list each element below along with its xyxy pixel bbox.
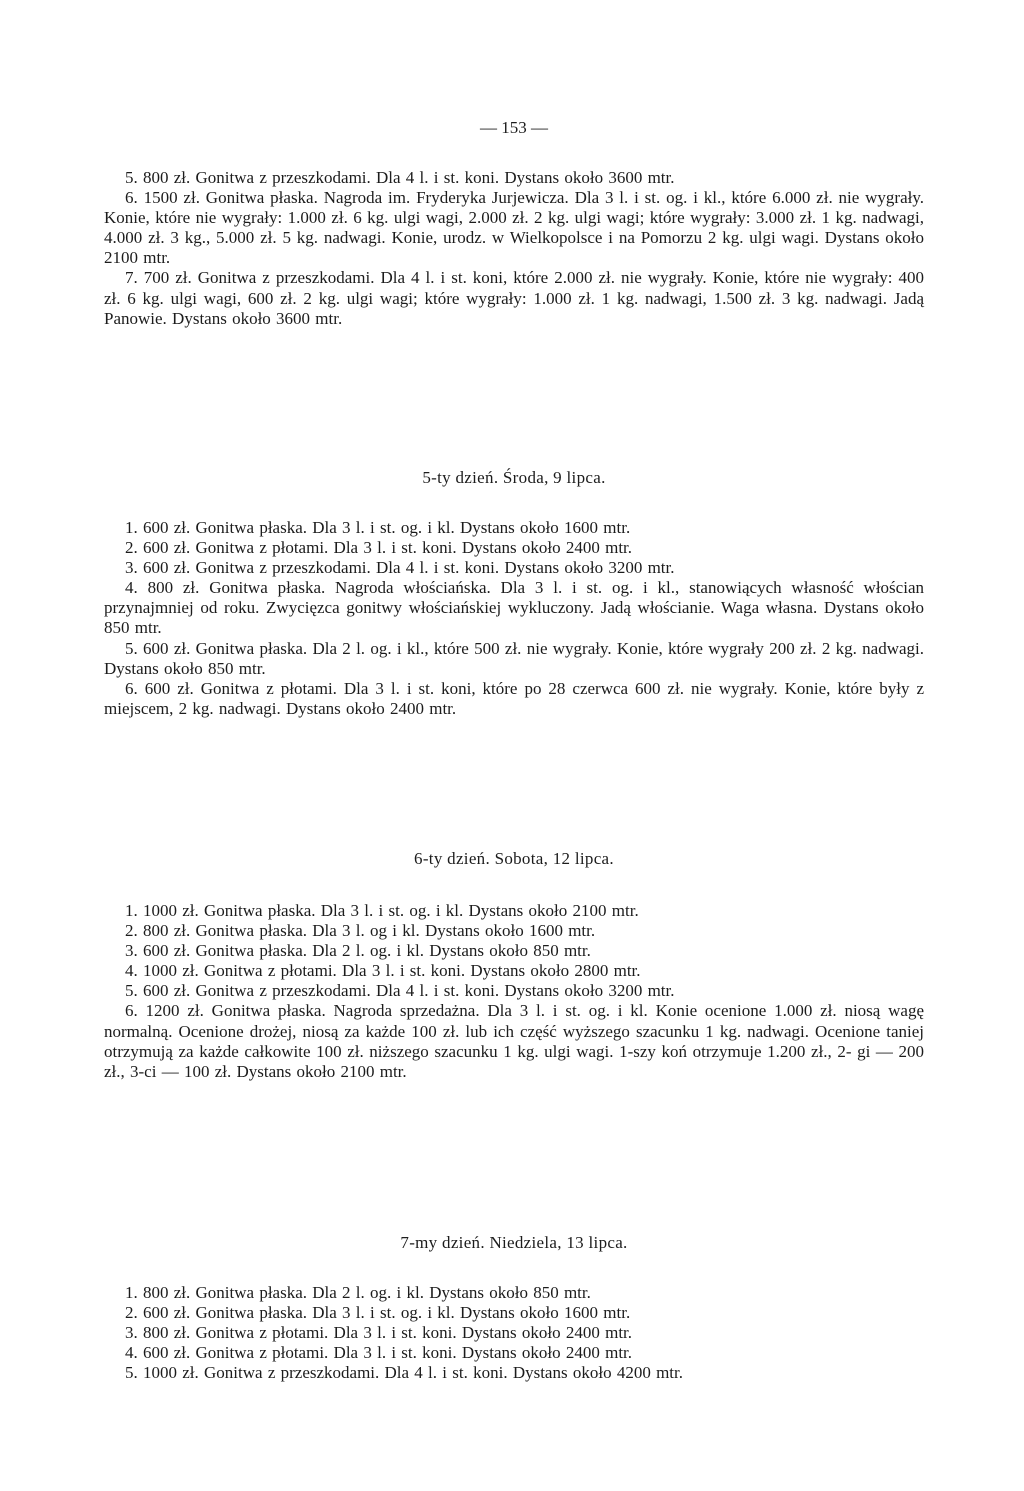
race-entry: 4. 1000 zł. Gonitwa z płotami. Dla 3 l. i st. koni. Dystans około 2800 mtr. (125, 961, 641, 981)
page-number: — 153 — (480, 118, 548, 137)
race-entry: 5. 1000 zł. Gonitwa z przeszkodami. Dla 4 l. i st. koni. Dystans około 4200 mtr. (125, 1363, 683, 1383)
race-entry: 6. 600 zł. Gonitwa z płotami. Dla 3 l. i st. koni, które po 28 czerwca 600 zł. nie wygrały. Konie, które były z miejscem, 2 kg. nadwagi. Dystans około 2400 mtr. (104, 678, 924, 718)
race-entry: 2. 800 zł. Gonitwa płaska. Dla 3 l. og i kl. Dystans około 1600 mtr. (125, 921, 596, 941)
race-entry: 2. 600 zł. Gonitwa płaska. Dla 3 l. i st. og. i kl. Dystans około 1600 mtr. (125, 1303, 631, 1323)
day-6-races (104, 901, 924, 1082)
race-entry: 6. 1200 zł. Gonitwa płaska. Nagroda sprzedażna. Dla 3 l. i st. og. i kl. Konie ocenione 1.000 zł. niosą wagę normalną. Ocenione drożej, niosą za każde 100 zł. lub ich część wyższego szacunku 1 kg. nadwagi. Ocenione taniej otrzymują za każde całkowite 100 zł. niższego szacunku 1 kg. ulgi wagi. 1-szy koń otrzymuje 1.200 zł., 2- gi — 200 zł., 3-ci — 100 zł. Dystans około 2100 mtr. (104, 1001, 924, 1081)
race-list-continued (104, 168, 924, 329)
race-entry: 5. 600 zł. Gonitwa z przeszkodami. Dla 4 l. i st. koni. Dystans około 3200 mtr. (125, 981, 675, 1001)
race-entry: 1. 1000 zł. Gonitwa płaska. Dla 3 l. i st. og. i kl. Dystans około 2100 mtr. (125, 901, 639, 920)
race-entry: 6. 1500 zł. Gonitwa płaska. Nagroda im. Fryderyka Jurjewicza. Dla 3 l. i st. og. i kl., które 6.000 zł. nie wygrały. Konie, które nie wygrały: 1.000 zł. 6 kg. ulgi wagi, 2.000 zł. 2 kg. ulgi wagi; które wygrały: 3.000 zł. 1 kg. nadwagi, 4.000 zł. 3 kg., 5.000 zł. 5 kg. nadwagi. Konie, urodz. w Wielkopolsce i na Pomorzu 2 kg. ulgi wagi. Dystans około 2100 mtr. (104, 188, 924, 268)
race-entry: 4. 800 zł. Gonitwa płaska. Nagroda włościańska. Dla 3 l. i st. og. i kl., stanowiących własność włościan przynajmniej od roku. Zwycięzca gonitwy włościańskiej wykluczony. Jadą włościanie. Waga własna. Dystans około 850 mtr. (104, 578, 924, 638)
race-entry: 2. 600 zł. Gonitwa z płotami. Dla 3 l. i st. koni. Dystans około 2400 mtr. (125, 538, 633, 558)
race-entry: 7. 700 zł. Gonitwa z przeszkodami. Dla 4 l. i st. koni, które 2.000 zł. nie wygrały. Konie, które nie wygrały: 400 zł. 6 kg. ulgi wagi, 600 zł. 2 kg. ulgi wagi; które wygrały: 1.000 zł. 1 kg. nadwagi, 1.500 zł. 3 kg. nadwagi. Jadą Panowie. Dystans około 3600 mtr. (104, 268, 924, 328)
race-entry: 3. 800 zł. Gonitwa z płotami. Dla 3 l. i st. koni. Dystans około 2400 mtr. (125, 1323, 633, 1343)
race-entry: 4. 600 zł. Gonitwa z płotami. Dla 3 l. i st. koni. Dystans około 2400 mtr. (125, 1343, 633, 1363)
day-5-heading: 5-ty dzień. Środa, 9 lipca. (422, 468, 606, 487)
race-entry: 1. 800 zł. Gonitwa płaska. Dla 2 l. og. i kl. Dystans około 850 mtr. (125, 1283, 591, 1302)
race-entry: 3. 600 zł. Gonitwa z przeszkodami. Dla 4 l. i st. koni. Dystans około 3200 mtr. (125, 558, 675, 578)
day-5-races (104, 518, 924, 719)
day-6-heading: 6-ty dzień. Sobota, 12 lipca. (414, 849, 614, 868)
race-entry: 5. 800 zł. Gonitwa z przeszkodami. Dla 4 l. i st. koni. Dystans około 3600 mtr. (125, 168, 675, 187)
race-entry: 5. 600 zł. Gonitwa płaska. Dla 2 l. og. i kl., które 500 zł. nie wygrały. Konie, które wygrały 200 zł. 2 kg. nadwagi. Dystans około 850 mtr. (104, 638, 924, 678)
race-entry: 3. 600 zł. Gonitwa płaska. Dla 2 l. og. i kl. Dystans około 850 mtr. (125, 941, 591, 961)
day-7-races (104, 1283, 924, 1383)
race-entry: 1. 600 zł. Gonitwa płaska. Dla 3 l. i st. og. i kl. Dystans około 1600 mtr. (125, 518, 631, 537)
day-7-heading: 7-my dzień. Niedziela, 13 lipca. (400, 1233, 628, 1252)
